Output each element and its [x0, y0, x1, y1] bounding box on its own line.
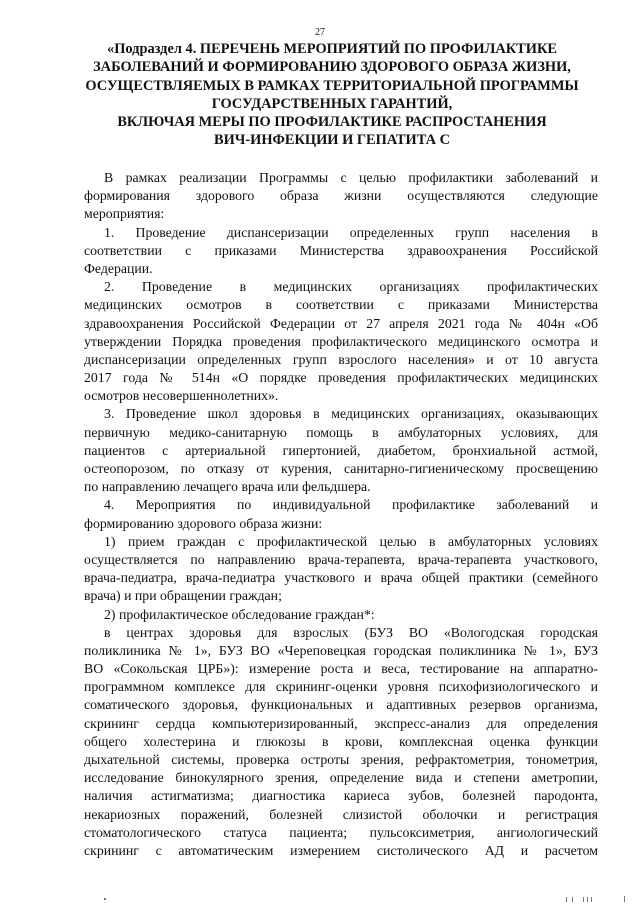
text-line: исследование бинокулярного зрения, определение вида и степени аметропии,: [84, 770, 598, 786]
text-line: 3. Проведение школ здоровья в медицинских организациях, оказывающих: [104, 406, 598, 422]
text-line: Федерации.: [84, 260, 153, 276]
scan-speck: [587, 897, 588, 902]
text-line: утверждении Порядка проведения профилактического медицинского осмотра и: [84, 333, 598, 349]
section-heading: [56, 40, 608, 150]
heading-line: ВИЧ-ИНФЕКЦИИ И ГЕПАТИТА С: [213, 132, 451, 149]
scan-speck: [583, 897, 584, 902]
scan-speck: [572, 897, 573, 902]
text-line: поликлиника № 1», БУЗ ВО «Череповецкая городская поликлиника № 1», БУЗ: [84, 642, 598, 658]
heading-line: ЗАБОЛЕВАНИЙ И ФОРМИРОВАНИЮ ЗДОРОВОГО ОБРАЗА ЖИЗНИ,: [93, 59, 571, 76]
text-line: дыхательной системы, проверка остроты зрения, рефрактометрия, тонометрия,: [84, 752, 598, 767]
text-line: скрининг с автоматическим измерением систолического АД и расчетом: [84, 842, 598, 858]
scan-speck: [566, 897, 567, 902]
text-line: мероприятия:: [84, 206, 165, 222]
heading-line: «Подраздел 4. ПЕРЕЧЕНЬ МЕРОПРИЯТИЙ ПО ПРОФИЛАКТИКЕ: [107, 41, 557, 57]
text-line: диспансеризации определенных групп взрослого населения» и от 10 августа: [84, 351, 598, 367]
text-line: здравоохранения Российской Федерации от 27 апреля 2021 года № 404н «Об: [84, 315, 598, 331]
scan-speck: [624, 896, 625, 902]
text-line: пациентов с артериальной гипертонией, диабетом, бронхиальной астмой,: [84, 442, 598, 458]
text-line: осмотров несовершеннолетних».: [84, 388, 279, 404]
text-line: соответствии с приказами Министерства здравоохранения Российской: [84, 242, 598, 258]
text-line: по направлению лечащего врача или фельдшера.: [84, 479, 371, 495]
text-line: врача) и при обращении граждан;: [84, 588, 282, 604]
scan-speck: [104, 898, 106, 900]
heading-line: ОСУЩЕСТВЛЯЕМЫХ В РАМКАХ ТЕРРИТОРИАЛЬНОЙ ПРОГРАММЫ: [85, 77, 579, 94]
text-line: В рамках реализации Программы с целью профилактики заболеваний и: [104, 170, 598, 185]
text-line: общего холестерина и глюкозы в крови, комплексная оценка функции: [84, 733, 598, 749]
text-line: формирования здорового образа жизни осуществляются следующие: [84, 188, 598, 204]
text-line: 1) прием граждан с профилактической целью в амбулаторных условиях: [104, 533, 598, 549]
text-line: некариозных поражений, болезней слизистой оболочки и регистрация: [84, 806, 598, 822]
text-line: ВО «Сокольская ЦРБ»): измерение роста и веса, тестирование на аппаратно-: [84, 661, 598, 677]
text-line: медицинских осмотров в соответствии с приказами Министерства: [84, 297, 598, 313]
text-line: 1. Проведение диспансеризации определенных групп населения в: [104, 224, 598, 240]
heading-line: ВКЛЮЧАЯ МЕРЫ ПО ПРОФИЛАКТИКЕ РАСПРОСТАНЕНИЯ: [117, 114, 547, 131]
text-line: в центрах здоровья для взрослых (БУЗ ВО «Вологодская городская: [104, 624, 598, 640]
text-line: 2) профилактическое обследование граждан*:: [104, 606, 375, 622]
text-line: 2. Проведение в медицинских организациях профилактических: [104, 279, 598, 295]
text-line: формированию здорового образа жизни:: [84, 515, 323, 531]
text-line: стоматологического статуса пациента; пульсоксиметрия, ангиологический: [84, 824, 598, 840]
text-line: осуществляется по направлению врача-терапевта, врача-терапевта участкового,: [84, 551, 598, 567]
page-number: 27: [315, 27, 325, 38]
text-line: остеопорозом, по отказу от курения, санитарно-гигиеническому просвещению: [84, 461, 598, 476]
heading-line: ГОСУДАРСТВЕННЫХ ГАРАНТИЙ,: [211, 95, 453, 112]
text-line: скрининг сердца компьютеризированный, экспресс-анализ для определения: [84, 715, 598, 731]
body-text: [84, 169, 598, 860]
text-line: 4. Мероприятия по индивидуальной профилактике заболеваний и: [104, 497, 598, 513]
text-line: врача-педиатра, врача-педиатра участкового и врача общей практики (семейного: [84, 570, 598, 586]
text-line: наличия астигматизма; диагностика кариеса зубов, болезней пародонта,: [84, 788, 598, 804]
text-line: 2017 года № 514н «О порядке проведения профилактических медицинских: [84, 370, 598, 386]
text-line: программном комплексе для скрининг-оценки уровня психофизиологического и: [84, 679, 598, 695]
scan-speck: [591, 897, 592, 902]
text-line: соматического здоровья, функциональных и адаптивных резервов организма,: [84, 697, 598, 713]
text-line: первичную медико-санитарную помощь в амбулаторных условиях, для: [84, 424, 598, 440]
